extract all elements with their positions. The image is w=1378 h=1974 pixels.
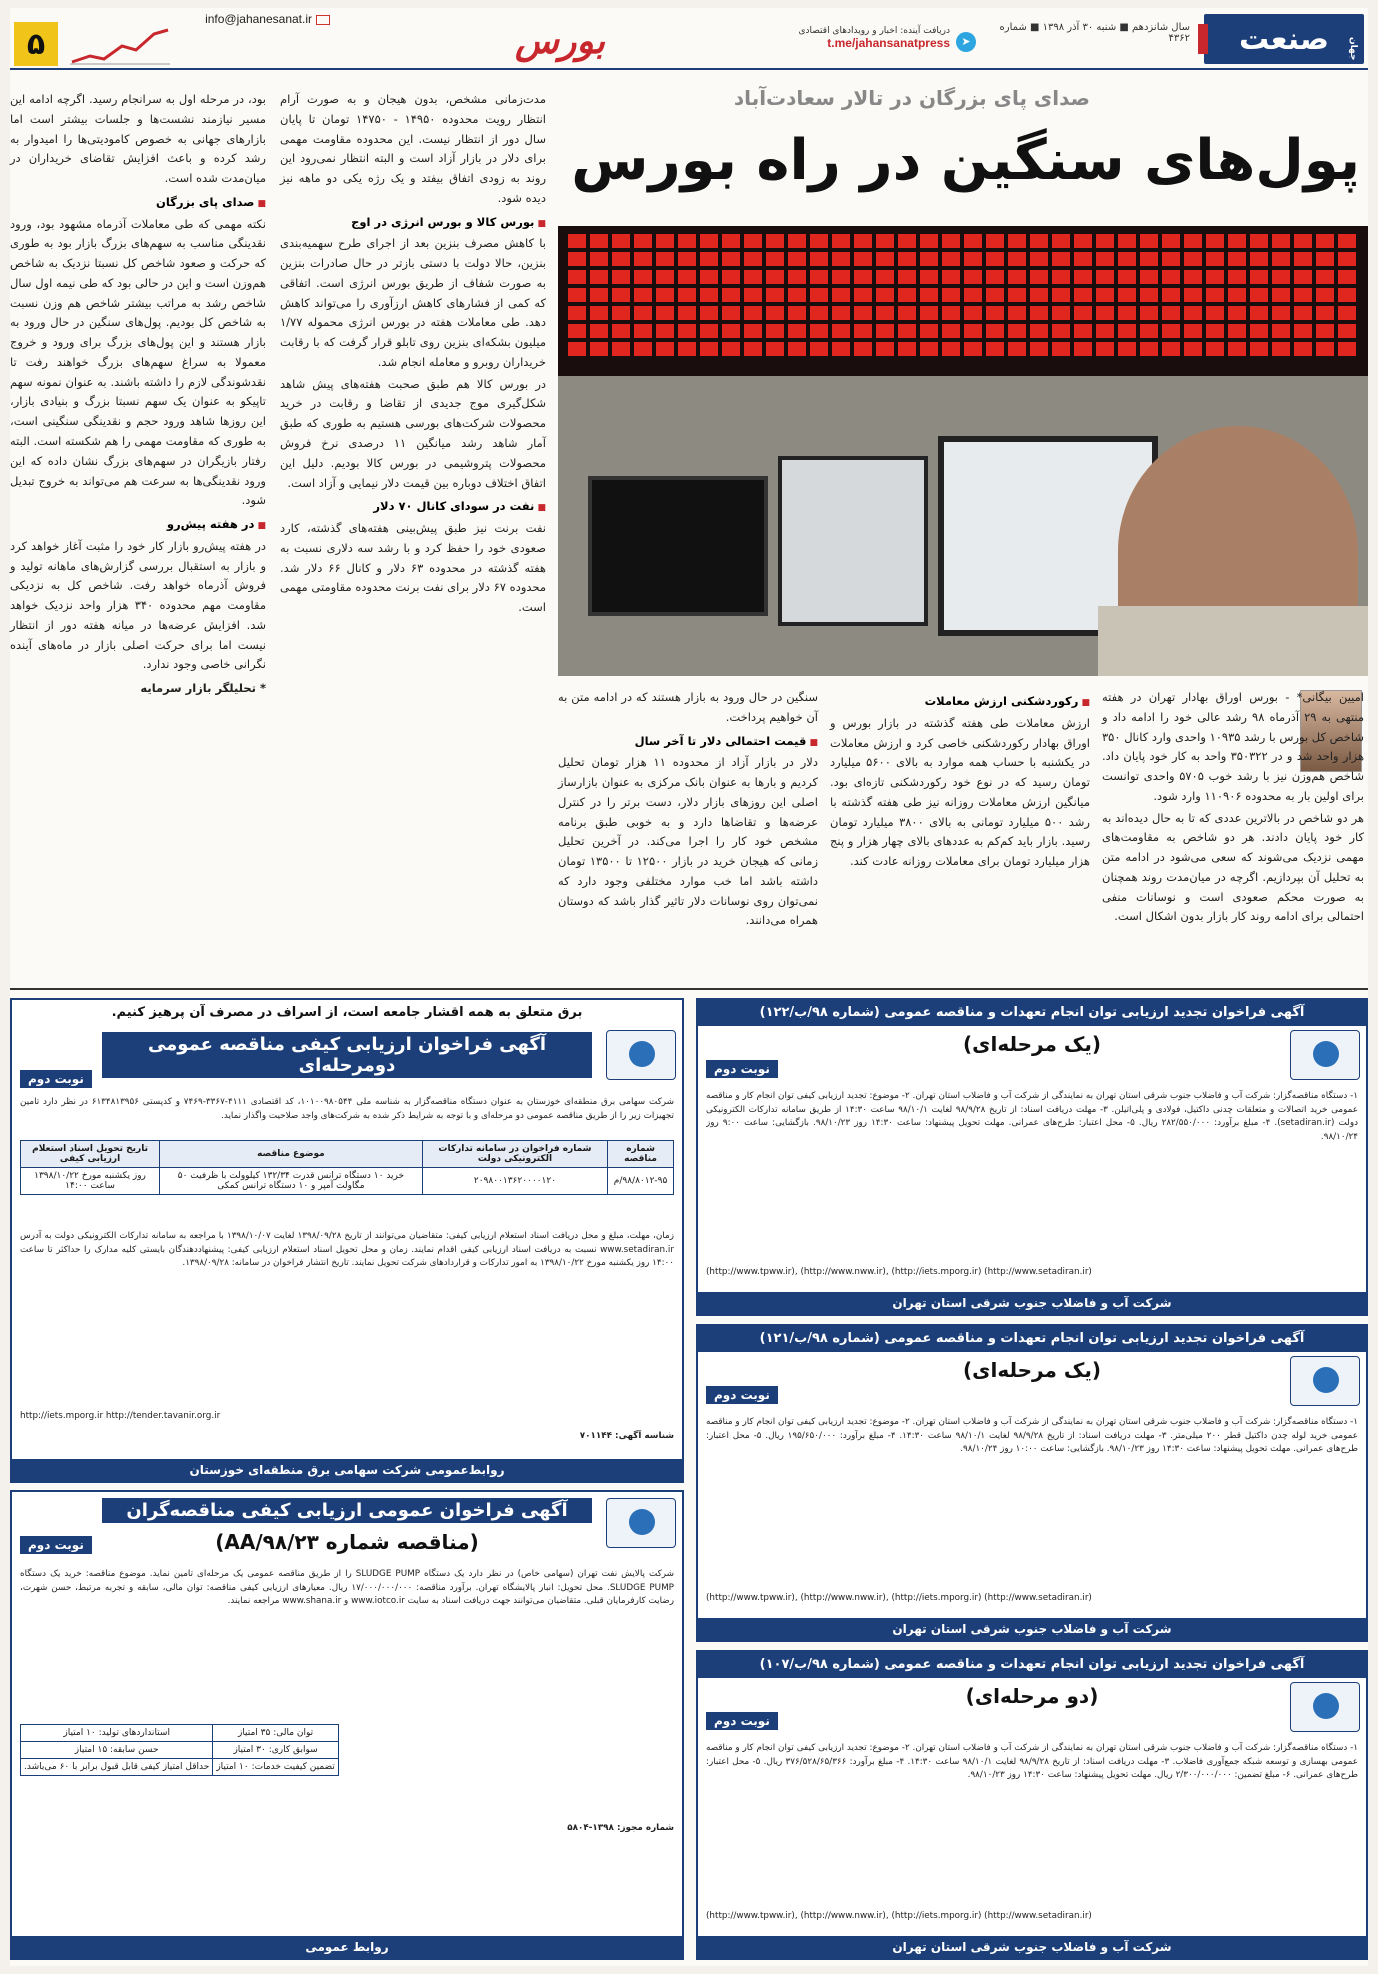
article-paragraph: در هفته پیش‌رو بازار کار خود را مثبت آغاز خواهد کرد و بازار به استقبال بررسی گزارش‌های ماهانه تولید و فروش آذرماه خواهد رفت. شاخص کل به نزدیکی مقاومت مهم محدوده ۳۴۰ هزار واحد نزدیک خواهد شد. افزایش عرضه‌ها در میانه هفته دور از انتظار نیست اما برای حرکت اصلی بازار در ماه‌های آینده نگرانی خاصی وجود ندارد. xyxy=(10,538,267,672)
tender-ad-tehran-refinery xyxy=(10,1490,684,1960)
criteria-cell: تضمین کیفیت خدمات: ۱۰ امتیاز xyxy=(213,1759,339,1776)
ad-stage-badge: نوبت دوم xyxy=(20,1536,92,1554)
tender-ad-water-107 xyxy=(696,1650,1368,1960)
article-paragraph: هر دو شاخص در بالاترین عددی که تا به حال دیده‌اند به کار خود پایان دادند. هر دو شاخص به مقاومت‌های مهمی نزدیک می‌شوند که سعی می‌شود در ادامه متن به تحلیل آن بپردازیم. اگرچه در میان‌مدت روند همچنان به صورت محکم صعودی است و نوسانات منفی احتمالی برای ادامه روند کار بازار بدون اشکال است. xyxy=(1102,810,1364,924)
ad-links[interactable]: (http://www.tpww.ir), (http://www.nww.ir), (http://iets.mporg.ir) (http://www.setadiran.ir) xyxy=(706,1911,1092,1921)
email-address[interactable]: info@jahanesanat.ir xyxy=(205,12,330,26)
criteria-cell: حداقل امتیاز کیفی قابل قبول برابر با ۶۰ می‌باشد. xyxy=(21,1759,213,1776)
article-paragraph: در بورس کالا هم طبق صحبت هفته‌های پیش شاهد شکل‌گیری موج جدیدی از تقاضا و رقابت در خرید محصولات شرکت‌های بورسی هستیم به طوری که طبق آمار شاهد رشد میانگین ۱۱ درصدی نرخ فروش محصولات پتروشیمی در بورس کالا بودیم. دلیل این اتفاق اختلاف دوباره بین قیمت دلار نیمایی و آزاد است. xyxy=(280,376,546,490)
stock-exchange-photo xyxy=(558,226,1368,676)
water-company-logo xyxy=(1290,1356,1360,1406)
article-signature: * تحلیلگر بازار سرمایه xyxy=(140,681,266,696)
article-subheading: ■ قیمت احتمالی دلار تا آخر سال xyxy=(558,732,818,752)
ad-body: ۱- دستگاه مناقصه‌گزار: شرکت آب و فاضلاب جنوب شرقی استان تهران به نمایندگی از شرکت آب و فاضلاب استان تهران. ۲- موضوع: تجدید ارزیابی کیفی توان انجام کار و مناقصه عمومی خرید اتصالات و متعلقات چدنی داکتیل، فولادی و پلی‌اتیلن. ۳- مهلت دریافت اسناد: از تاریخ ۹۸/۹/۲۸ لغایت ۹۸/۱۰/۱ ساعت ۱۴:۳۰ از طریق سامانه تدارکات الکترونیکی دولت (setadiran.ir). ۴- مبلغ برآورد: ۲۸۲/۵۵۰/۰۰۰ ریال. ۵- محل اعتبار: طرح‌های عمرانی. مهلت تحویل پیشنهاد: ساعت ۱۴:۳۰ روز ۹۸/۱۰/۲۳. بازگشایی: ساعت ۹:۰۰ روز ۹۸/۱۰/۲۴. xyxy=(706,1091,1358,1142)
ad-footer: روابط عمومی xyxy=(12,1936,682,1958)
ad-body: ۱- دستگاه مناقصه‌گزار: شرکت آب و فاضلاب جنوب شرقی استان تهران به نمایندگی از شرکت آب و فاضلاب استان تهران. ۲- موضوع: تجدید ارزیابی کیفی توان انجام کار و مناقصه عمومی خرید لوله چدن داکتیل قطر ۲۰۰ میلی‌متر. ۳- مهلت دریافت اسناد: از تاریخ ۹۸/۹/۲۸ لغایت ۹۸/۱۰/۱ ساعت ۱۴:۳۰. ۴- مبلغ برآورد: ۱۹۵/۶۵۰/۰۰۰ ریال. ۵- محل اعتبار: طرح‌های عمرانی. مهلت تحویل پیشنهاد: ساعت ۱۴:۳۰ روز ۹۸/۱۰/۲۳. بازگشایی: ساعت ۱۰:۰۰ روز ۹۸/۱۰/۲۴. xyxy=(706,1417,1358,1455)
ad-details: زمان، مهلت، مبلغ و محل دریافت اسناد استعلام ارزیابی کیفی: متقاضیان می‌توانند از تاریخ ۱۳۹۸/۰۹/۲۸ لغایت ۱۳۹۸/۱۰/۰۷ با مراجعه به سامانه تدارکات الکترونیکی دولت به آدرس www.setadiran.ir نسبت به دریافت اسناد ارزیابی کیفی اقدام نمایند. زمان و محل تحویل اسناد استعلام ارزیابی کیفی: پیشنهاددهندگان بایستی کلیه مدارک را حداکثر تا ساعت ۱۴:۰۰ روز یکشنبه مورخ ۱۳۹۸/۱۰/۲۲ به امور تدارکات و قراردادهای شرکت تحویل نمایند. تاریخ انتشار فراخوان در سامانه: ۱۳۹۸/۰۹/۲۸. xyxy=(20,1231,674,1269)
th-number: شماره مناقصه xyxy=(608,1141,674,1168)
ad-body: ۱- دستگاه مناقصه‌گزار: شرکت آب و فاضلاب جنوب شرقی استان تهران به نمایندگی از شرکت آب و فاضلاب استان تهران. ۲- موضوع: تجدید ارزیابی کیفی توان انجام کار و مناقصه عمومی بهسازی و توسعه شبکه جمع‌آوری فاضلاب. ۳- مهلت دریافت اسناد: از تاریخ ۹۸/۹/۲۸ لغایت ۹۸/۱۰/۱ ساعت ۱۴:۳۰. ۴- مبلغ برآورد: ۳۷۶/۵۲۸/۶۵/۳۶۶ ریال. ۵- محل اعتبار: طرح‌های عمرانی. ۶- مبلغ تضمین: ۲/۳۰۰/۰۰۰/۰۰۰ ریال. مهلت تحویل پیشنهاد: ساعت ۱۴:۳۰ روز ۹۸/۱۰/۲۳. xyxy=(706,1743,1358,1781)
section-title: بورس xyxy=(515,20,605,62)
article-headline: پول‌های سنگین در راه بورس xyxy=(571,128,1360,193)
tender-ad-water-121 xyxy=(696,1324,1368,1642)
telegram-icon: ➤ xyxy=(956,32,976,52)
ad-footer: شرکت آب و فاضلاب جنوب شرقی استان تهران xyxy=(698,1618,1366,1640)
telegram-tagline: دریافت آینده: اخبار و رویدادهای اقتصادی xyxy=(798,26,950,36)
article-subheading: ■ در هفته پیش‌رو xyxy=(10,515,266,535)
ad-intro: شرکت سهامی برق منطقه‌ای خوزستان به عنوان دستگاه مناقصه‌گزار به شناسه ملی ۱۰۱۰۰۹۸۰۵۴۴، کد اقتصادی ۴۱۱۱-۳۳۶۷-۷۴۶۹ و کدپستی ۶۱۳۴۸۱۳۹۵۶ در نظر دارد تامین تجهیزات زیر را از طریق مناقصه عمومی دو مرحله‌ای و با توجه به شرایط ذکر شده به شرکت‌های واجد صلاحیت واگذار نماید. xyxy=(20,1097,674,1121)
ad-reference: شناسه آگهی: ۷۰۱۱۴۴ xyxy=(579,1431,674,1441)
telegram-promo[interactable] xyxy=(770,26,971,50)
th-call-number: شماره فراخوان در سامانه تدارکات الکترونیکی دولت xyxy=(422,1141,607,1168)
article-subheading: ■ صدای پای بزرگان xyxy=(10,193,266,213)
article-subheading: ■ نفت در سودای کانال ۷۰ دلار xyxy=(280,497,546,517)
ad-links[interactable]: (http://www.tpww.ir), (http://www.nww.ir), (http://iets.mporg.ir) (http://www.setadiran.ir) xyxy=(706,1267,1092,1277)
masthead xyxy=(10,8,1368,70)
article-paragraph: دلار در بازار آزاد از محدوده ۱۱ هزار تومان تحلیل کردیم و بارها به عنوان بانک مرکزی به عنوان بازارساز اصلی این روزهای بازار دلار، دست برتر را در کنترل عرضه‌ها و تقاضاها دارد و به خوبی طبق برنامه مشخص خود کار را اجرا می‌کند. در آخرین تحلیل زمانی که هیجان خرید در بازار ۱۲۵۰۰ تا ۱۳۵۰۰ تومان داشته باشد اما خب موارد مختلفی وجود دارد که نمی‌توان روی نوسانات دلار تاثیر گذار باشد که دوستان همراه می‌دانند. xyxy=(558,755,818,928)
article-paragraph: ارزش معاملات طی هفته گذشته در بازار بورس و اوراق بهادار رکوردشکنی خاصی کرد و ارزش معاملات در یکشنبه با حساب همه موارد به بالای ۵۶۰۰ میلیارد تومان رسید که در نوع خود رکوردشکنی تازه‌ای بود. میانگین ارزش معاملات روزانه نیز طی هفته گذشته با رشد ۵۰۰ میلیارد تومانی به بالای ۳۸۰۰ میلیارد تومان رسید. بازار باید کم‌کم به عددهای بالای چهار هزار و پنج هزار میلیارد تومان برای معاملات روزانه عادت کند. xyxy=(830,715,1090,869)
email-block xyxy=(70,12,330,64)
td-call-number: ۲۰۹۸۰۰۱۳۶۲۰۰۰۰۱۲۰ xyxy=(422,1168,607,1195)
article-paragraph: نکته مهمی که طی معاملات آذرماه مشهود بود، ورود نقدینگی مناسب به سهم‌های بزرگ بازار بود به طوری که حرکت و صعود شاخص کل نسبتا نزدیک به شاخص هم‌وزن است و این در حالی بود که طی نیمه اول سال شاخص رشد به مراتب بیشتر شاخص هم وزن نسبت به شاخص کل بودیم. پول‌های سنگین در حال ورود به بازار هستند و این پول‌های بزرگ برای ورود و خروج معمولا به سراغ سهم‌های بزرگ خواهند رفت تا نقدشوندگی لازم را داشته باشند. به عنوان نمونه سهم تاپیکو به عنوان یک سهم نسبتا بزرگ و بنیادی بازار، این روزها شاهد ورود حجم و نقدینگی سنگینی است، به طوری که مقاومت مهمی را هم شکسته است. البته رفتار بازیگران در سهم‌های بزرگ نشان داده که این ورود نقدینگی‌ها به سرعت هم می‌تواند به خروج تبدیل شود. xyxy=(10,216,266,508)
ad-footer: روابط‌عمومی شرکت سهامی برق منطقه‌ای خوزستان xyxy=(12,1459,682,1481)
ad-title: آگهی فراخوان تجدید ارزیابی توان انجام تعهدات و مناقصه عمومی (شماره ۹۸/ب/۱۰۷) xyxy=(698,1652,1366,1678)
tender-table xyxy=(20,1140,674,1195)
article-column-3 xyxy=(558,688,818,968)
td-number: ۹۸/۸۰۱۲-۹۵/م xyxy=(608,1168,674,1195)
article-subheading: ■ بورس کالا و بورس انرژی در اوج xyxy=(280,213,546,233)
refinery-logo xyxy=(606,1498,676,1548)
criteria-table xyxy=(20,1724,339,1776)
criteria-cell: توان مالی: ۳۵ امتیاز xyxy=(213,1725,339,1742)
criteria-cell: حسن سابقه: ۱۵ امتیاز xyxy=(21,1742,213,1759)
ad-title: آگهی فراخوان ارزیابی کیفی مناقصه عمومی دومرحله‌ای xyxy=(102,1032,592,1078)
telegram-handle[interactable]: t.me/jahansanatpress xyxy=(827,36,950,50)
logo-accent xyxy=(1198,24,1208,54)
monitor-left xyxy=(588,476,768,616)
ad-mode: (دو مرحله‌ای) xyxy=(965,1684,1099,1708)
ad-title: آگهی فراخوان تجدید ارزیابی توان انجام تعهدات و مناقصه عمومی (شماره ۹۸/ب/۱۲۱) xyxy=(698,1326,1366,1352)
criteria-row xyxy=(21,1759,339,1776)
ad-stage-badge: نوبت دوم xyxy=(20,1070,92,1088)
ad-mode: (یک مرحله‌ای) xyxy=(963,1032,1101,1056)
criteria-row xyxy=(21,1725,339,1742)
power-company-logo xyxy=(606,1030,676,1080)
water-company-logo xyxy=(1290,1682,1360,1732)
tender-table-row xyxy=(21,1168,674,1195)
newspaper-logo xyxy=(1204,14,1364,64)
ticker-board xyxy=(558,226,1368,376)
ad-reference: شماره مجوز: ۱۳۹۸-۵۸۰۴ xyxy=(567,1823,674,1833)
ad-body: شرکت پالایش نفت تهران (سهامی خاص) در نظر دارد یک دستگاه SLUDGE PUMP را از طریق مناقصه عمومی یک مرحله‌ای تامین نماید. موضوع مناقصه: خرید یک دستگاه SLUDGE PUMP. محل تحویل: انبار پالایشگاه تهران. برآورد مناقصه: ۱۷/۰۰۰/۰۰۰/۰۰۰ ریال. معیارهای ارزیابی کیفی مناقصه: توان مالی، سابقه و تجربه مرتبط، حسن شهرت، رضایت کارفرمایان قبلی. متقاضیان می‌توانند جهت دریافت اسناد به سایت www.iotco.ir و www.shana.ir مراجعه نمایند. xyxy=(20,1569,674,1607)
issue-info: سال شانزدهم ■ شنبه ۳۰ آذر ۱۳۹۸ ■ شماره ۴۳۶۲ xyxy=(999,22,1190,44)
criteria-row xyxy=(21,1742,339,1759)
logo-small-text: جهان xyxy=(1348,36,1358,60)
ad-title: آگهی فراخوان عمومی ارزیابی کیفی مناقصه‌گران xyxy=(102,1498,592,1523)
article-paragraph: بود، در مرحله اول به سرانجام رسید. اگرچه ادامه این مسیر نیازمند نشست‌ها و جلسات بیشتر است اما بازارهای جهانی به خصوص کامودیتی‌ها را امیدوار به رشد کرده و باعث افزایش تقاضای خریداران در میان‌مدت شده است. xyxy=(10,92,266,186)
ad-stage-badge: نوبت دوم xyxy=(706,1712,778,1730)
tender-ad-khuzestan-power xyxy=(10,998,684,1483)
tender-ad-water-122 xyxy=(696,998,1368,1316)
criteria-cell: سوابق کاری: ۳۰ امتیاز xyxy=(213,1742,339,1759)
ad-links[interactable]: (http://www.tpww.ir), (http://www.nww.ir), (http://iets.mporg.ir) (http://www.setadiran.ir) xyxy=(706,1593,1092,1603)
article-kicker: صدای پای بزرگان در تالار سعادت‌آباد xyxy=(733,86,1090,110)
article-column-5 xyxy=(1102,688,1364,968)
article-paragraph: سنگین در حال ورود به بازار هستند که در ادامه متن به آن خواهیم پرداخت. xyxy=(558,690,818,724)
tender-table-header xyxy=(21,1141,674,1168)
ad-stage-badge: نوبت دوم xyxy=(706,1060,778,1078)
td-subject: خرید ۱۰ دستگاه ترانس قدرت ۱۳۲/۳۴ کیلوولت با ظرفیت ۵۰ مگاولت آمپر و ۱۰ دستگاه ترانس کمکی xyxy=(160,1168,423,1195)
ad-mode: (یک مرحله‌ای) xyxy=(963,1358,1101,1382)
td-deadline: روز یکشنبه مورخ ۱۳۹۸/۱۰/۲۲ ساعت ۱۴:۰۰ xyxy=(21,1168,160,1195)
article-column-1 xyxy=(10,90,266,970)
monitor-middle xyxy=(778,456,928,626)
th-subject: موضوع مناقصه xyxy=(160,1141,423,1168)
ad-notice: برق متعلق به همه اقشار جامعه است، از اسراف در مصرف آن پرهیز کنیم. xyxy=(12,1000,682,1026)
ad-links[interactable]: http://iets.mporg.ir http://tender.tavanir.org.ir xyxy=(20,1411,221,1421)
logo-text: صنعت xyxy=(1239,21,1329,57)
section-divider xyxy=(10,988,1368,990)
ad-footer: شرکت آب و فاضلاب جنوب شرقی استان تهران xyxy=(698,1292,1366,1314)
article-paragraph: امیین بیگانی* - بورس اوراق بهادار تهران در هفته منتهی به ۲۹ آذرماه ۹۸ رشد عالی خود را ادامه داد و شاخص کل بورس با رشد ۱۰۹۳۵ واحدی وارد کانال ۳۵۰ هزار واحد شد و در ۳۵۰۳۲۲ واحد به کار خود پایان داد. شاخص هم‌وزن نیز با رشد خوب ۵۷۰۵ واحدی توانست برای اولین بار به محدوده ۱۱۰۹۰۶ وارد شود. xyxy=(1102,690,1365,803)
water-company-logo xyxy=(1290,1030,1360,1080)
ad-subtitle: (مناقصه شماره ۹۸/۲۳/AA) xyxy=(215,1530,479,1554)
ad-stage-badge: نوبت دوم xyxy=(706,1386,778,1404)
th-deadline: تاریخ تحویل اسناد استعلام ارزیابی کیفی xyxy=(21,1141,160,1168)
article-column-2 xyxy=(280,90,546,970)
criteria-cell: استانداردهای تولید: ۱۰ امتیاز xyxy=(21,1725,213,1742)
ad-title: آگهی فراخوان تجدید ارزیابی توان انجام تعهدات و مناقصه عمومی (شماره ۹۸/ب/۱۲۲) xyxy=(698,1000,1366,1026)
page-number: ۵ xyxy=(14,22,58,66)
article-paragraph: با کاهش مصرف بنزین بعد از اجرای طرح سهمیه‌بندی بنزین، حالا دولت با دستی بازتر در حال صادرات بنزین به صورت شفاف از طریق بورس انرژی است. اتفاقی که کمی از فشارهای کاهش ارزآوری را می‌تواند کاهش دهد. طی معاملات هفته در بورس انرژی محموله ۱/۷۷ میلیون بشکه‌ای بنزین روی تابلو قرار گرفت که با رقابت خریداران روبرو و معامله انجام شد. xyxy=(280,236,546,369)
article-paragraph: نفت برنت نیز طبق پیش‌بینی هفته‌های گذشته، کارد صعودی خود را حفظ کرد و با رشد سه دلاری نسبت به هفته گذشته در محدوده ۶۳ دلار و کانال ۶۶ دلار شد. محدوده ۶۷ دلار برای نفت برنت محدوده مقاومتی مهمی است. xyxy=(280,521,546,615)
trend-chart-icon xyxy=(70,26,170,66)
article-paragraph: مدت‌زمانی مشخص، بدون هیجان و به صورت آرام انتظار رویت محدوده ۱۴۹۵۰ - ۱۴۷۵۰ تومان تا پایان سال دور از انتظار نیست. این محدوده مقاومت مهمی برای دلار در بازار آزاد است و البته انتظار نمی‌رود این روند به زودی اتفاق بیفتد و یک رژه یکی دو ماهه نیز دیده شود. xyxy=(280,92,546,205)
article-subheading: ■ رکوردشکنی ارزش معاملات xyxy=(830,692,1090,712)
newspaper-page xyxy=(10,8,1368,1966)
ad-footer: شرکت آب و فاضلاب جنوب شرقی استان تهران xyxy=(698,1936,1366,1958)
article-column-4 xyxy=(830,688,1090,968)
trader-shirt xyxy=(1098,606,1368,676)
envelope-icon xyxy=(316,15,330,25)
